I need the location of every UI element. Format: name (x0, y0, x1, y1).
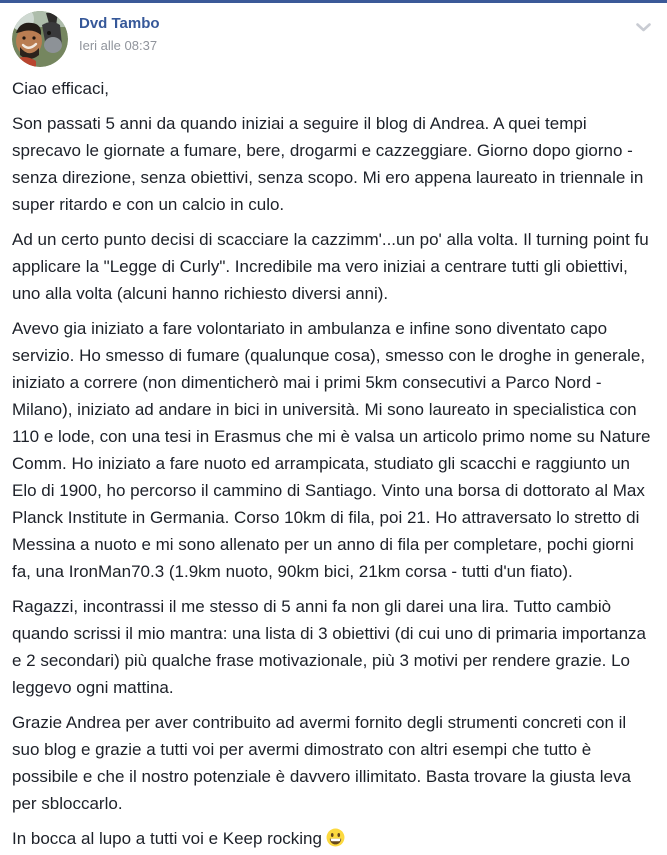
grinning-face-emoji (326, 828, 345, 855)
profile-photo-man-with-donkey (12, 11, 68, 67)
post-header (12, 11, 653, 67)
avatar[interactable] (12, 11, 68, 67)
post-paragraph: Ad un certo punto decisi di scacciare la cazzimm'...un po' alla volta. Il turning point fu applicare la "Legge di Curly". Incredibile ma vero iniziai a centrare tutti gli obiettivi, uno alla volta (alcuni hanno richiesto diversi anni). (12, 230, 649, 303)
post-paragraph: Grazie Andrea per aver contribuito ad avermi fornito degli strumenti concreti con il suo blog e grazie a tutti voi per avermi dimostrato con altri esempi che tutto è possibile e che il nostro potenziale è davvero illimitato. Basta trovare la giusta leva per sbloccarlo. (12, 713, 631, 813)
post-card (0, 3, 667, 855)
chevron-down-icon (636, 23, 651, 32)
author-name-link[interactable]: Dvd Tambo (79, 15, 160, 32)
post-paragraph: Ragazzi, incontrassi il me stesso di 5 anni fa non gli darei una lira. Tutto cambiò quando scrissi il mio mantra: una lista di 3 obiettivi (di cui uno di primaria importanza e 2 secondari) più qualche frase motivazionale, più 3 motivi per rendere grazie. Lo leggevo ogni mattina. (12, 597, 647, 697)
post-options-button[interactable] (633, 17, 653, 37)
post-paragraph: Son passati 5 anni da quando iniziai a seguire il blog di Andrea. A quei tempi sprecavo le giornate a fumare, bere, drogarmi e cazzeggiare. Giorno dopo giorno - senza direzione, senza obiettivi, senza scopo. Mi ero appena laureato in triennale in super ritardo e con un calcio in culo. (12, 114, 644, 214)
post-paragraph: Avevo gia iniziato a fare volontariato in ambulanza e infine sono diventato capo servizio. Ho smesso di fumare (qualunque cosa), smesso con le droghe in generale, iniziato a correre (non dimenticherò mai i primi 5km consecutivi a Parco Nord -Milano), iniziato ad andare in bici in università. Mi sono laureato in specialistica con 110 e lode, con una tesi in Erasmus che mi è valsa un articolo primo nome su Nature Comm. Ho iniziato a fare nuoto ed arrampicata, studiato gli scacchi e raggiunto un Elo di 1900, ho percorso il cammino di Santiago. Vinto una borsa di dottorato al Max Planck Institute in Germania. Corso 10km di fila, poi 21. Ho attraversato lo stretto di Messina a nuoto e mi sono allenato per un anno di fila per completare, pochi giorni fa, una IronMan70.3 (1.9km nuoto, 90km bici, 21km corsa - tutti d'un fiato). (12, 319, 651, 581)
closing-line-text: In bocca al lupo a tutti voi e Keep rocking (12, 829, 322, 848)
post-meta (79, 11, 160, 55)
post-body (12, 75, 653, 855)
post-paragraph (12, 825, 653, 855)
post-paragraph: Ciao efficaci, (12, 79, 110, 98)
post-timestamp[interactable]: Ieri alle 08:37 (79, 38, 158, 53)
